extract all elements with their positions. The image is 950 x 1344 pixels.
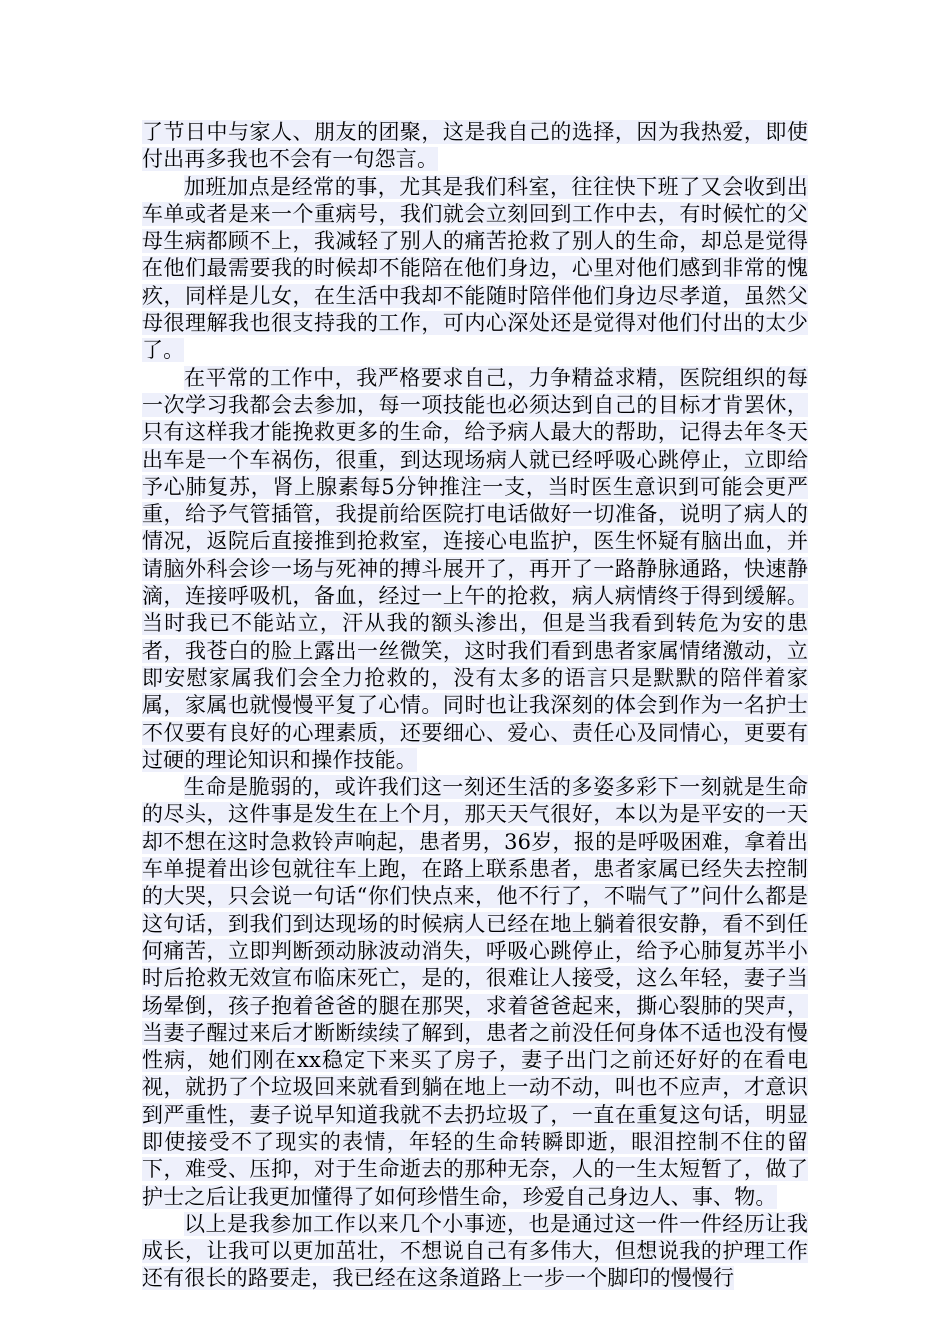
paragraph (142, 365, 808, 774)
paragraph (142, 774, 808, 1211)
paragraph-text: 了节日中与家人、朋友的团聚，这是我自己的选择，因为我热爱，即使付出再多我也不会有一句怨言。 (142, 120, 808, 172)
paragraph (142, 174, 808, 365)
paragraph (142, 119, 808, 174)
paragraph-text: 在平常的工作中，我严格要求自己，力争精益求精，医院组织的每一次学习我都会去参加，每一项技能也必须达到自己的目标才肯罢休，只有这样我才能挽救更多的生命，给予病人最大的帮助，记得去年冬天出车是一个车祸伤，很重，到达现场病人就已经呼吸心跳停止，立即给予心肺复苏，肾上腺素每5分钟推注一支，当时医生意识到可能会更严重，给予气管插管，我提前给医院打电话做好一切准备，说明了病人的情况，返院后直接推到抢救室，连接心电监护，医生怀疑有脑出血，并请脑外科会诊一场与死神的搏斗展开了，再开了一路静脉通路，快速静滴，连接呼吸机，备血，经过一上午的抢救，病人病情终于得到缓解。当时我已不能站立，汗从我的额头渗出，但是当我看到转危为安的患者，我苍白的脸上露出一丝微笑，这时我们看到患者家属情绪激动，立即安慰家属我们会全力抢救的，没有太多的语言只是默默的陪伴着家属，家属也就慢慢平复了心情。同时也让我深刻的体会到作为一名护士不仅要有良好的心理素质，还要细心、爱心、责任心及同情心，更要有过硬的理论知识和操作技能。 (142, 365, 808, 772)
paragraph (142, 1211, 808, 1293)
paragraph-text: 加班加点是经常的事，尤其是我们科室，往往快下班了又会收到出车单或者是来一个重病号，我们就会立刻回到工作中去，有时候忙的父母生病都顾不上，我减轻了别人的痛苦抢救了别人的生命，却总是觉得在他们最需要我的时候却不能陪在他们身边，心里对他们感到非常的愧疚，同样是儿女，在生活中我却不能随时陪伴他们身边尽孝道，虽然父母很理解我也很支持我的工作，可内心深处还是觉得对他们付出的太少了。 (142, 174, 808, 363)
document-body (142, 119, 808, 1293)
paragraph-text: 生命是脆弱的，或许我们这一刻还生活的多姿多彩下一刻就是生命的尽头，这件事是发生在上个月，那天天气很好，本以为是平安的一天却不想在这时急救铃声响起，患者男，36岁，报的是呼吸困难，拿着出车单提着出诊包就往车上跑，在路上联系患者，患者家属已经失去控制的大哭，只会说一句话“你们快点来，他不行了，不喘气了”问什么都是这句话，到我们到达现场的时候病人已经在地上躺着很安静，看不到任何痛苦，立即判断颈动脉波动消失，呼吸心跳停止，给予心肺复苏半小时后抢救无效宣布临床死亡，是的，很难让人接受，这么年轻，妻子当场晕倒，孩子抱着爸爸的腿在那哭，求着爸爸起来，撕心裂肺的哭声，当妻子醒过来后才断断续续了解到，患者之前没任何身体不适也没有慢性病，她们刚在xx稳定下来买了房子，妻子出门之前还好好的在看电视，就扔了个垃圾回来就看到躺在地上一动不动，叫也不应声，才意识到严重性，妻子说早知道我就不去扔垃圾了，一直在重复这句话，明显即使接受不了现实的表情，年轻的生命转瞬即逝，眼泪控制不住的留下，难受、压抑，对于生命逝去的那种无奈，人的一生太短暂了，做了护士之后让我更加懂得了如何珍惜生命，珍爱自己身边人、事、物。 (142, 775, 808, 1209)
paragraph-text: 以上是我参加工作以来几个小事迹，也是通过这一件一件经历让我成长，让我可以更加茁壮，不想说自己有多伟大，但想说我的护理工作还有很长的路要走，我已经在这条道路上一步一个脚印的慢慢行 (142, 1211, 808, 1291)
